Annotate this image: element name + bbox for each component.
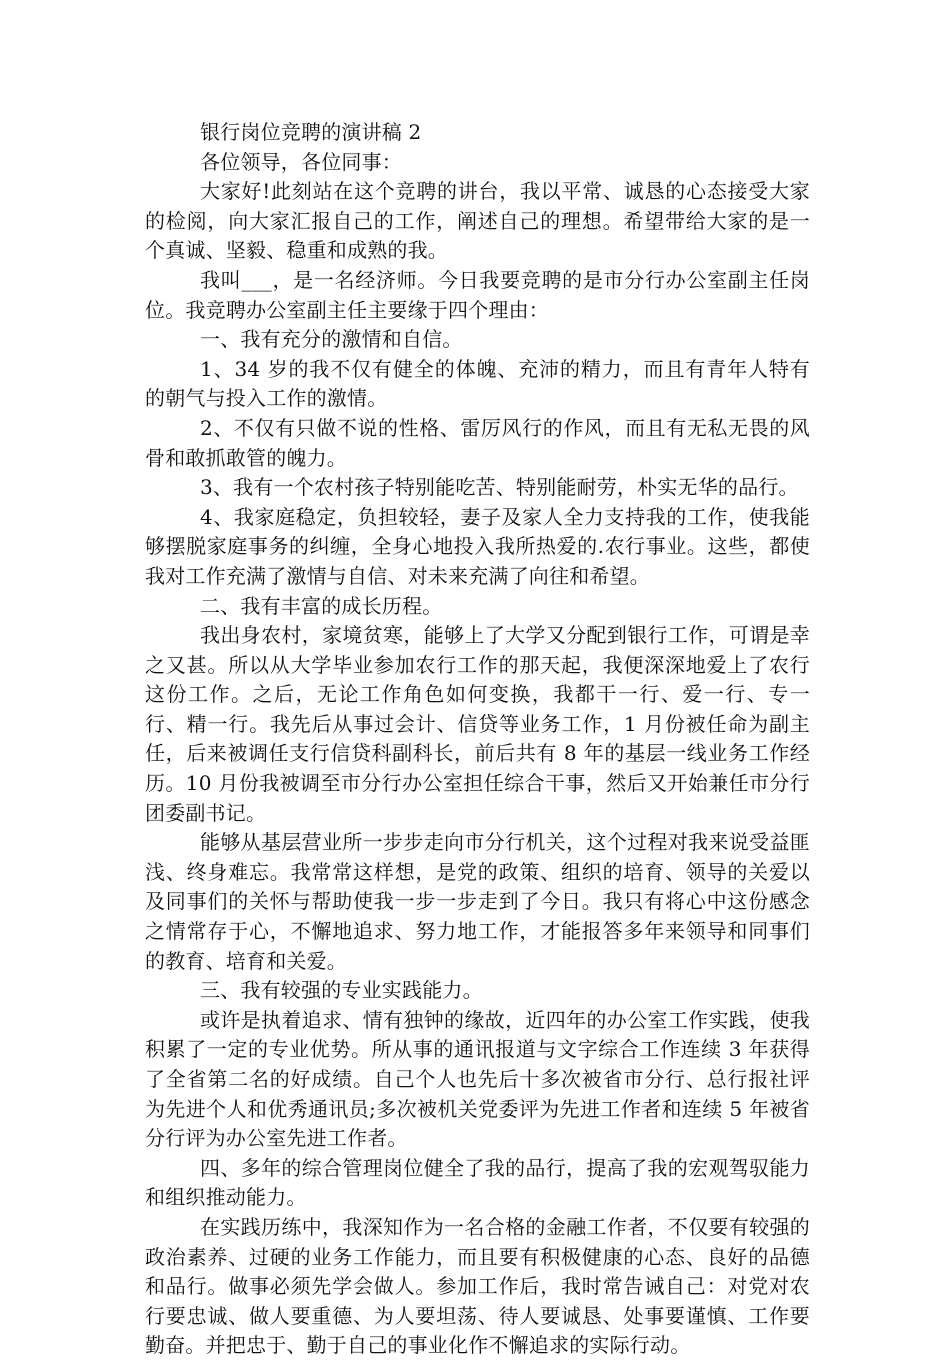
- section-heading-3: 三、我有较强的专业实践能力。: [200, 978, 483, 1003]
- paragraph-intro: 大家好!此刻站在这个竞聘的讲台，我以平常、诚恳的心态接受大家的检阅，向大家汇报自己的工作，阐述自己的理想。希望带给大家的是一个真诚、坚毅、稳重和成熟的我。: [145, 179, 810, 263]
- paragraph-position: 我叫___，是一名经济师。今日我要竞聘的是市分行办公室副主任岗位。我竞聘办公室副主任主要缘于四个理由：: [145, 267, 810, 322]
- paragraph-reason-3: 3、我有一个农村孩子特别能吃苦、特别能耐劳，朴实无华的品行。: [200, 475, 799, 500]
- paragraph-reason-2: 2、不仅有只做不说的性格、雷厉风行的作风，而且有无私无畏的风骨和敢抓敢管的魄力。: [145, 415, 810, 470]
- section-heading-4: 四、多年的综合管理岗位健全了我的品行，提高了我的宏观驾驭能力和组织推动能力。: [145, 1155, 810, 1210]
- paragraph-reason-4: 4、我家庭稳定，负担较轻，妻子及家人全力支持我的工作，使我能够摆脱家庭事务的纠缠，全身心地投入我所热爱的.农行事业。这些，都使我对工作充满了激情与自信、对未来充满了向往和希望。: [145, 504, 810, 588]
- paragraph-gratitude: 能够从基层营业所一步步走向市分行机关，这个过程对我来说受益匪浅、终身难忘。我常常这样想，是党的政策、组织的培育、领导的关爱以及同事们的关怀与帮助使我一步一步走到了今日。我只有将心中这份感念之情常存于心，不懈地追求、努力地工作，才能报答多年来领导和同事们的教育、培育和关爱。: [145, 830, 810, 973]
- section-heading-2: 二、我有丰富的成长历程。: [200, 593, 443, 618]
- section-heading-1: 一、我有充分的激情和自信。: [200, 327, 463, 352]
- document-page: [145, 118, 810, 1361]
- document-title: 银行岗位竞聘的演讲稿 2: [200, 120, 422, 144]
- paragraph-reason-1: 1、34 岁的我不仅有健全的体魄、充沛的精力，而且有青年人特有的朝气与投入工作的激情。: [145, 356, 810, 411]
- greeting-line: 各位领导，各位同事：: [200, 149, 402, 174]
- paragraph-practice: 或许是执着追求、情有独钟的缘故，近四年的办公室工作实践，使我积累了一定的专业优势。所从事的通讯报道与文字综合工作连续 3 年获得了全省第二名的好成绩。自己个人也先后十多次被省市分行、总行报社评为先进个人和优秀通讯员;多次被机关党委评为先进工作者和连续 5 年被省分行评为办公室先进工作者。: [145, 1007, 810, 1151]
- paragraph-experience: 我出身农村，家境贫寒，能够上了大学又分配到银行工作，可谓是幸之又甚。所以从大学毕业参加农行工作的那天起，我便深深地爱上了农行这份工作。之后，无论工作角色如何变换，我都干一行、爱一行、专一行、精一行。我先后从事过会计、信贷等业务工作，1 月份被任命为副主任，后来被调任支行信贷科副科长，前后共有 8 年的基层一线业务工作经历。10 月份我被调至市分行办公室担任综合干事，然后又开始兼任市分行团委副书记。: [145, 623, 810, 825]
- paragraph-character: 在实践历练中，我深知作为一名合格的金融工作者，不仅要有较强的政治素养、过硬的业务工作能力，而且要有积极健康的心态、良好的品德和品行。做事必须先学会做人。参加工作后，我时常告诫自己：对党对农行要忠诚、做人要重德、为人要坦荡、待人要诚恳、处事要谨慎、工作要勤奋。并把忠于、勤于自己的事业化作不懈追求的实际行动。: [145, 1214, 810, 1358]
